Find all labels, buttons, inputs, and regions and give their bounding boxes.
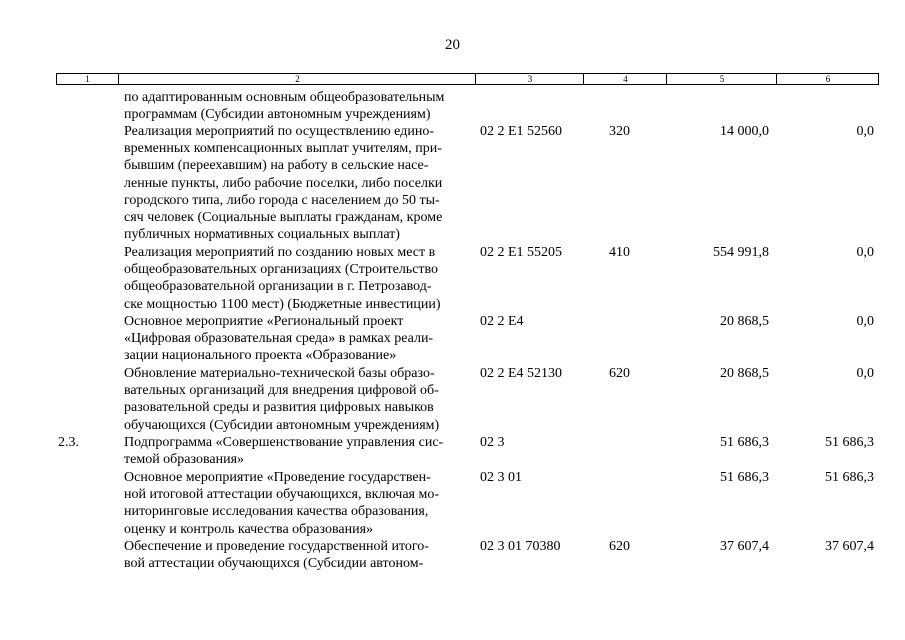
row-description xyxy=(124,123,474,243)
description-line: ленные пункты, либо рабочие поселки, либо поселки xyxy=(124,175,443,191)
header-col-1: 1 xyxy=(85,74,90,84)
description-line: Подпрограмма «Совершенствование управления сис- xyxy=(124,435,444,450)
description-line: Реализация мероприятий по созданию новых мест в xyxy=(124,245,436,260)
row-description xyxy=(124,89,474,123)
row-description xyxy=(124,469,474,538)
row-amount-col6: 0,0 xyxy=(856,245,874,260)
description-line: оценку и контроль качества образования» xyxy=(124,521,374,537)
row-amount-col5: 37 607,4 xyxy=(720,539,769,554)
header-col-4: 4 xyxy=(583,74,667,84)
row-code: 02 2 E4 xyxy=(480,314,524,329)
description-line: обучающихся (Субсидии автономным учреждениям) xyxy=(124,417,440,433)
description-line: ниторинговые исследования качества образования, xyxy=(124,504,429,520)
description-line: ной итоговой аттестации обучающихся, включая мо- xyxy=(124,487,440,503)
description-line: вательных организаций для внедрения цифровой об- xyxy=(124,383,439,399)
row-code: 02 2 E1 55205 xyxy=(480,245,563,260)
row-amount-col6: 51 686,3 xyxy=(825,470,874,485)
row-code: 02 3 01 xyxy=(480,470,522,485)
description-line: Основное мероприятие «Проведение государствен- xyxy=(124,470,431,485)
description-line: зации национального проекта «Образование» xyxy=(124,348,397,364)
row-expense-type: 410 xyxy=(609,245,630,260)
description-line: бывшим (переехавшим) на работу в сельские насе- xyxy=(124,158,429,174)
description-line: общеобразовательной организации в г. Петрозавод- xyxy=(124,279,432,295)
description-line: ске мощностью 1100 мест) (Бюджетные инвестиции) xyxy=(124,296,441,312)
row-code: 02 2 E4 52130 xyxy=(480,366,563,381)
row-amount-col6: 0,0 xyxy=(856,314,874,329)
description-line: темой образования» xyxy=(124,452,245,468)
header-col-3: 3 xyxy=(475,74,584,84)
row-code: 02 2 E1 52560 xyxy=(480,124,563,139)
table-header xyxy=(56,73,879,85)
row-amount-col5: 554 991,8 xyxy=(713,245,769,260)
description-line: Обеспечение и проведение государственной итого- xyxy=(124,539,429,554)
row-code: 02 3 01 70380 xyxy=(480,539,561,554)
row-expense-type: 320 xyxy=(609,124,630,139)
description-line: вой аттестации обучающихся (Субсидии автоном- xyxy=(124,556,424,572)
row-amount-col5: 51 686,3 xyxy=(720,435,769,450)
header-col-6: 6 xyxy=(776,74,879,84)
row-description xyxy=(124,365,474,434)
description-line: городского типа, либо города с населением до 50 ты- xyxy=(124,192,440,208)
description-line: Обновление материально-технической базы образо- xyxy=(124,366,435,381)
description-line: сяч человек (Социальные выплаты гражданам, кроме xyxy=(124,210,443,226)
row-amount-col5: 51 686,3 xyxy=(720,470,769,485)
row-description xyxy=(124,313,474,365)
row-amount-col6: 0,0 xyxy=(856,124,874,139)
row-code: 02 3 xyxy=(480,435,505,450)
description-line: «Цифровая образовательная среда» в рамках реали- xyxy=(124,331,434,347)
description-line: публичных нормативных социальных выплат) xyxy=(124,227,400,243)
row-expense-type: 620 xyxy=(609,539,630,554)
description-line: программам (Субсидии автономным учреждениям) xyxy=(124,107,431,123)
row-amount-col6: 51 686,3 xyxy=(825,435,874,450)
row-description xyxy=(124,434,474,468)
row-amount-col5: 20 868,5 xyxy=(720,314,769,329)
description-line: Реализация мероприятий по осуществлению едино- xyxy=(124,124,434,139)
header-col-2: 2 xyxy=(118,74,476,84)
row-amount-col5: 20 868,5 xyxy=(720,366,769,381)
description-line: временных компенсационных выплат учителям, при- xyxy=(124,141,442,157)
row-amount-col6: 0,0 xyxy=(856,366,874,381)
row-description xyxy=(124,244,474,313)
row-number: 2.3. xyxy=(58,435,79,450)
description-line: общеобразовательных организациях (Строительство xyxy=(124,262,439,278)
description-line: по адаптированным основным общеобразовательным xyxy=(124,90,445,105)
page-number: 20 xyxy=(445,37,460,53)
row-amount-col6: 37 607,4 xyxy=(825,539,874,554)
row-expense-type: 620 xyxy=(609,366,630,381)
row-amount-col5: 14 000,0 xyxy=(720,124,769,139)
header-col-5: 5 xyxy=(666,74,777,84)
row-description xyxy=(124,538,474,572)
description-line: разовательной среды и развития цифровых навыков xyxy=(124,400,434,416)
description-line: Основное мероприятие «Региональный проект xyxy=(124,314,404,329)
